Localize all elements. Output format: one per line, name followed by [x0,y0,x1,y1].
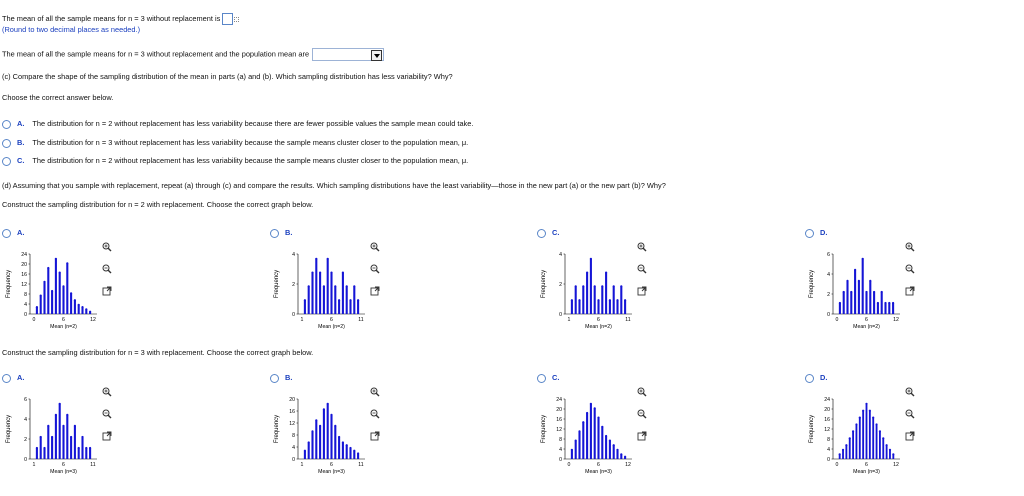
y-axis-label: Frequency [6,414,12,444]
bar-point [36,447,38,449]
part-d-instruction-n3: Construct the sampling distribution for n = 3 with replacement. Choose the correct graph below. [2,348,314,357]
graph-option-letter: C. [552,228,560,237]
bar-point [353,285,355,287]
zoom-in-icon[interactable] [905,387,915,397]
option-b-text: The distribution for n = 3 without replacement has less variability because the sample means cluster closer to the population mean, μ. [32,138,469,147]
bar-point [590,258,592,260]
bar-point [315,419,317,421]
zoom-out-icon[interactable] [637,409,647,419]
bar-point [349,447,351,449]
x-tick-label: 1 [300,462,304,468]
bar-point [319,425,321,427]
x-axis-label: Mean (n=2) [318,324,345,330]
bar-point [875,423,877,425]
graph-radio[interactable] [805,374,814,383]
bar-point [882,437,884,439]
bar-point [586,272,588,274]
option-b-letter: B. [17,138,25,147]
y-tick-label: 0 [559,457,562,463]
bar-point [594,407,596,409]
bar-point [81,306,83,308]
graph-option-letter: B. [285,228,293,237]
bar-point [881,291,883,293]
chevron-down-icon[interactable] [371,50,382,61]
zoom-out-icon[interactable] [370,409,380,419]
bar-point [601,285,603,287]
bar-point [845,444,847,446]
y-axis-label: Frequency [541,414,547,444]
bar-point [353,450,355,452]
bar-point [81,436,83,438]
bar-point [342,272,344,274]
answer-indicator-icon [234,17,239,22]
bar-point [892,302,894,304]
bar-point [342,441,344,443]
x-axis-label: Mean (n=3) [50,469,77,475]
sampling-distribution-chart [270,242,380,332]
y-axis-label: Frequency [274,269,280,299]
sampling-distribution-chart [2,242,112,332]
x-axis-label: Mean (n=3) [318,469,345,475]
part-c-question: (c) Compare the shape of the sampling distribution of the mean in parts (a) and (b). Which sampling distribution has less variability? Why? [2,72,453,81]
compare-question-text: The mean of all the sample means for n = 3 without replacement and the population mean are [2,49,310,59]
bar-point [62,285,64,287]
y-tick-label: 20 [556,407,562,413]
bar-point [346,285,348,287]
bar-point [609,299,611,301]
bar-point [888,302,890,304]
bar-point [47,267,49,269]
part-d-question: (d) Assuming that you sample with replacement, repeat (a) through (c) and compare the results. Which sampling distributions have the least variability—those in the new part (a) or the new part (b)? Why? [2,181,666,190]
y-tick-label: 4 [24,302,27,308]
graph-radio[interactable] [537,229,546,238]
bar-point [311,272,313,274]
bar-point [877,302,879,304]
zoom-out-icon[interactable] [102,409,112,419]
y-tick-label: 24 [21,252,27,258]
bar-point [597,299,599,301]
bar-point [839,453,841,455]
x-axis-label: Mean (n=3) [853,469,880,475]
popout-icon[interactable] [102,431,112,441]
compare-dropdown[interactable] [312,48,384,61]
bar-point [55,258,57,260]
sampling-distribution-chart [270,387,380,477]
graph-radio[interactable] [537,374,546,383]
y-tick-label: 0 [24,457,27,463]
bar-point [872,417,874,419]
zoom-in-icon[interactable] [905,242,915,252]
bar-point [43,447,45,449]
option-c-text: The distribution for n = 2 without replacement has less variability because the sample means cluster closer to the population mean, μ. [32,156,469,165]
bar-point [40,436,42,438]
x-axis-label: Mean (n=2) [853,324,880,330]
graph-radio[interactable] [2,229,11,238]
y-tick-label: 12 [21,282,27,288]
y-tick-label: 4 [292,445,295,451]
bar-point [859,417,861,419]
zoom-in-icon[interactable] [370,387,380,397]
y-tick-label: 16 [556,417,562,423]
bar-point [620,285,622,287]
bar-point [884,302,886,304]
bar-point [66,414,68,416]
x-tick-label: 12 [625,462,631,468]
bar-point [74,299,76,301]
y-tick-label: 2 [559,282,562,288]
bar-point [308,285,310,287]
y-tick-label: 8 [559,437,562,443]
bar-point [308,441,310,443]
y-tick-label: 2 [292,282,295,288]
bar-point [869,280,871,282]
popout-icon[interactable] [102,286,112,296]
bar-point [327,403,329,405]
bar-point [78,447,80,449]
sampling-distribution-chart [2,387,112,477]
y-tick-label: 4 [827,447,830,453]
popout-icon[interactable] [637,431,647,441]
part-d-instruction-n2: Construct the sampling distribution for n = 2 with replacement. Choose the correct graph below. [2,200,314,209]
x-tick-label: 6 [62,317,65,323]
graph-option-b[interactable] [270,228,292,238]
y-tick-label: 24 [824,397,830,403]
popout-icon[interactable] [370,431,380,441]
bar-point [319,272,321,274]
y-tick-label: 12 [556,427,562,433]
bar-point [624,456,626,458]
y-tick-label: 8 [827,437,830,443]
bar-point [858,280,860,282]
bar-point [605,435,607,437]
graph-option-letter: D. [820,373,828,382]
y-tick-label: 0 [292,457,295,463]
y-tick-label: 20 [289,397,295,403]
bar-point [862,258,864,260]
zoom-in-icon[interactable] [637,387,647,397]
x-tick-label: 11 [90,462,96,468]
bar-point [842,449,844,451]
x-tick-label: 1 [32,462,36,468]
sampling-distribution-chart [537,387,647,477]
x-tick-label: 6 [597,462,600,468]
bar-point [889,449,891,451]
option-a-text: The distribution for n = 2 without replacement has less variability because there are fewer possible values the sample mean could take. [32,119,474,128]
bar-point [330,272,332,274]
bar-point [338,299,340,301]
round-note: (Round to two decimal places as needed.) [2,25,141,34]
graph-option-letter: A. [17,373,25,382]
bar-point [843,291,845,293]
bar-point [78,304,80,306]
y-tick-label: 16 [289,409,295,415]
zoom-in-icon[interactable] [637,242,647,252]
compare-question [2,48,384,61]
bar-point [590,403,592,405]
bar-point [55,414,57,416]
graph-option-letter: A. [17,228,25,237]
zoom-in-icon[interactable] [102,387,112,397]
popout-icon[interactable] [637,286,647,296]
bar-point [62,425,64,427]
graph-radio[interactable] [270,374,279,383]
x-tick-label: 11 [358,462,364,468]
bar-point [346,444,348,446]
y-tick-label: 0 [559,312,562,318]
zoom-in-icon[interactable] [102,242,112,252]
bar-point [613,285,615,287]
bar-point [334,425,336,427]
y-tick-label: 0 [292,312,295,318]
y-tick-label: 8 [292,433,295,439]
x-tick-label: 12 [893,317,899,323]
bar-point [616,449,618,451]
x-tick-label: 11 [625,317,631,323]
bar-point [578,299,580,301]
bar-point [846,280,848,282]
graph-radio[interactable] [805,229,814,238]
bar-point [865,403,867,405]
popout-icon[interactable] [905,431,915,441]
bar-point [571,299,573,301]
part-c-option-b[interactable] [2,138,468,148]
bar-point [869,410,871,412]
graph-option-letter: C. [552,373,560,382]
bar-point [89,311,91,313]
bar-point [74,425,76,427]
x-axis-label: Mean (n=3) [585,469,612,475]
x-tick-label: 6 [865,462,868,468]
bar-point [311,430,313,432]
bar-point [873,291,875,293]
x-tick-label: 0 [835,462,839,468]
bar-point [323,408,325,410]
option-c-letter: C. [17,156,25,165]
radio-a[interactable] [2,120,11,129]
bar-point [89,447,91,449]
y-tick-label: 20 [824,407,830,413]
sampling-distribution-chart [537,242,647,332]
y-tick-label: 0 [24,312,27,318]
bar-point [349,299,351,301]
bar-point [839,302,841,304]
graph-option-a[interactable] [2,373,24,383]
y-tick-label: 12 [289,421,295,427]
bar-point [59,403,61,405]
bar-point [357,299,359,301]
bar-point [315,258,317,260]
bar-point [327,258,329,260]
bar-point [36,306,38,308]
graph-option-d[interactable] [805,228,827,238]
sampling-distribution-chart [805,242,915,332]
mean-question-text: The mean of all the sample means for n = 3 without replacement is [2,13,221,23]
y-tick-label: 2 [24,437,27,443]
y-axis-label: Frequency [541,269,547,299]
bar-point [613,444,615,446]
y-tick-label: 16 [824,417,830,423]
x-tick-label: 1 [300,317,304,323]
bar-point [850,291,852,293]
y-tick-label: 6 [827,252,830,258]
y-tick-label: 20 [21,262,27,268]
mean-question [2,13,239,25]
bar-point [865,291,867,293]
y-axis-label: Frequency [809,269,815,299]
bar-point [862,410,864,412]
x-tick-label: 12 [893,462,899,468]
option-a-letter: A. [17,119,25,128]
y-tick-label: 0 [827,457,830,463]
zoom-in-icon[interactable] [370,242,380,252]
y-tick-label: 6 [24,397,27,403]
bar-point [575,440,577,442]
y-tick-label: 4 [559,447,562,453]
bar-point [40,295,42,297]
bar-point [43,281,45,283]
popout-icon[interactable] [370,286,380,296]
bar-point [334,285,336,287]
part-c-option-c[interactable] [2,156,468,166]
x-tick-label: 6 [597,317,600,323]
bar-point [338,436,340,438]
bar-point [575,285,577,287]
y-axis-label: Frequency [809,414,815,444]
graph-option-letter: D. [820,228,828,237]
bar-point [879,430,881,432]
y-tick-label: 4 [24,417,27,423]
bar-point [886,444,888,446]
bar-point [601,426,603,428]
y-tick-label: 0 [827,312,830,318]
bar-point [47,425,49,427]
x-axis-label: Mean (n=2) [50,324,77,330]
graph-option-a[interactable] [2,228,24,238]
bar-point [586,412,588,414]
y-tick-label: 8 [24,292,27,298]
bar-point [330,414,332,416]
graph-option-b[interactable] [270,373,292,383]
graph-option-d[interactable] [805,373,827,383]
zoom-out-icon[interactable] [102,264,112,274]
graph-option-c[interactable] [537,228,559,238]
x-tick-label: 11 [358,317,364,323]
part-c-option-a[interactable] [2,119,473,129]
bar-point [624,299,626,301]
bar-point [854,269,856,271]
bar-point [597,417,599,419]
bar-point [605,272,607,274]
zoom-out-icon[interactable] [370,264,380,274]
bar-point [855,423,857,425]
bar-point [304,450,306,452]
zoom-out-icon[interactable] [905,409,915,419]
y-tick-label: 16 [21,272,27,278]
y-tick-label: 4 [292,252,295,258]
bar-point [70,436,72,438]
x-tick-label: 0 [835,317,839,323]
bar-point [620,453,622,455]
x-tick-label: 6 [330,462,333,468]
y-axis-label: Frequency [274,414,280,444]
bar-point [51,436,53,438]
y-tick-label: 4 [559,252,562,258]
x-tick-label: 0 [32,317,36,323]
x-tick-label: 12 [90,317,96,323]
bar-point [66,262,68,264]
bar-point [304,299,306,301]
graph-option-c[interactable] [537,373,559,383]
graph-option-letter: B. [285,373,293,382]
bar-point [892,453,894,455]
x-axis-label: Mean (n=2) [585,324,612,330]
graph-radio[interactable] [2,374,11,383]
bar-point [85,308,87,310]
bar-point [609,440,611,442]
y-tick-label: 2 [827,292,830,298]
y-tick-label: 4 [827,272,830,278]
x-tick-label: 6 [865,317,868,323]
bar-point [59,272,61,274]
graph-radio[interactable] [270,229,279,238]
y-tick-label: 12 [824,427,830,433]
sampling-distribution-chart [805,387,915,477]
bar-point [578,430,580,432]
x-tick-label: 6 [330,317,333,323]
zoom-out-icon[interactable] [905,264,915,274]
bar-point [594,285,596,287]
bar-point [582,285,584,287]
bar-point [571,449,573,451]
part-c-instruction: Choose the correct answer below. [2,93,114,102]
y-tick-label: 24 [556,397,562,403]
mean-answer-input[interactable] [222,13,233,25]
x-tick-label: 0 [567,462,571,468]
bar-point [616,299,618,301]
bar-point [70,292,72,294]
bar-point [323,285,325,287]
x-tick-label: 6 [62,462,65,468]
bar-point [852,430,854,432]
radio-c[interactable] [2,157,11,166]
bar-point [51,290,53,292]
y-axis-label: Frequency [6,269,12,299]
zoom-out-icon[interactable] [637,264,647,274]
radio-b[interactable] [2,139,11,148]
bar-point [85,447,87,449]
popout-icon[interactable] [905,286,915,296]
bar-point [357,452,359,454]
bar-point [582,421,584,423]
bar-point [849,437,851,439]
x-tick-label: 1 [567,317,571,323]
